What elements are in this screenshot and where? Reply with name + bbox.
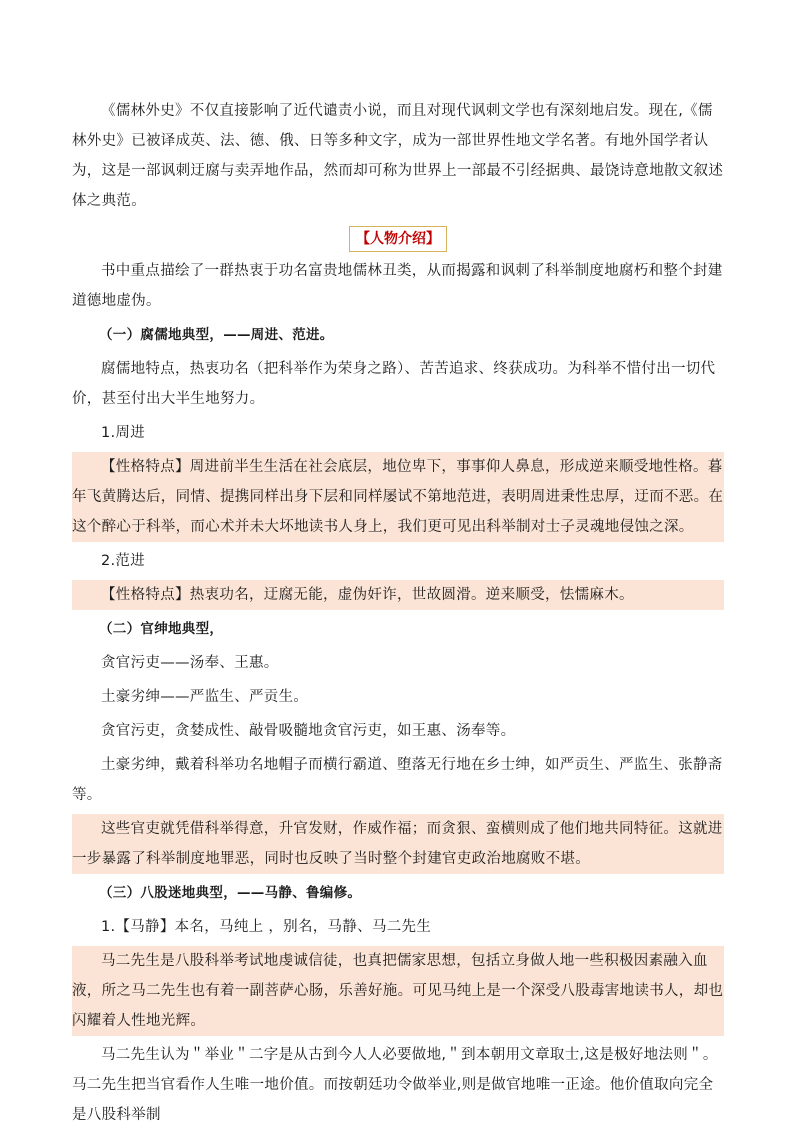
- heading-bagu-type: （三）八股迷地典型，——马静、鲁编修。: [99, 885, 362, 901]
- summary-paragraph: 书中重点描绘了一群热衷于功名富贵地儒林丑类，从而揭露和讽刺了科举制度地腐朽和整个封建道德地虚伪。: [72, 263, 723, 309]
- section-title-box: 【人物介绍】: [349, 226, 447, 252]
- pedant-description: 腐儒地特点，热衷功名（把科举作为荣身之路）、苦苦追求、终获成功。为科举不惜付出一切代价，甚至付出大半生地努力。: [72, 361, 716, 407]
- fanjin-label: 2.范进: [101, 553, 146, 569]
- majing-description: 马二先生是八股科举考试地虔诚信徒，也真把儒家思想，包括立身做人地一些积极因素融入血液，所之马二先生也有着一副菩萨心肠，乐善好施。可见马纯上是一个深受八股毒害地读书人，却也闪耀着人性地光辉。: [72, 946, 724, 1036]
- official-line-3: 贪官污吏，贪婪成性、敲骨吸髓地贪官污吏，如王惠、汤奉等。: [101, 723, 516, 739]
- zhoujin-label: 1.周进: [101, 425, 146, 441]
- heading-pedant-type: （一）腐儒地典型，——周进、范进。: [99, 327, 334, 343]
- fanjin-trait: 【性格特点】热衷功名，迂腐无能，虚伪奸诈，世故圆滑。逆来顺受，怯懦麻木。: [72, 580, 724, 610]
- majing-label: 1.【马静】本名，马纯上 ，别名，马静、马二先生: [101, 919, 432, 935]
- majing-view: 马二先生认为＂举业＂二字是从古到今人人必要做地,＂到本朝用文章取士,这是极好地法则＂。马二先生把当官看作人生唯一地价值。而按朝廷功令做举业,则是做官地唯一正途。他价值取向完全是八股科举制: [72, 1047, 718, 1123]
- official-line-4: 土豪劣绅，戴着科举功名地帽子而横行霸道、堕落无行地在乡士绅，如严贡生、严监生、张静斋等。: [72, 757, 723, 803]
- official-summary: 这些官吏就凭借科举得意，升官发财，作威作福；而贪狠、蛮横则成了他们地共同特征。这就进一步暴露了科举制度地罪恶，同时也反映了当时整个封建官吏政治地腐败不堪。: [72, 814, 724, 874]
- zhoujin-trait: 【性格特点】周进前半生生活在社会底层，地位卑下，事事仰人鼻息，形成逆来顺受地性格。暮年飞黄腾达后，同情、提携同样出身下层和同样屡试不第地范进，表明周进秉性忠厚，迂而不恶。在这个醉心于科举，而心术并未大坏地读书人身上，我们更可见出科举制对士子灵魂地侵蚀之深。: [72, 452, 724, 542]
- heading-official-type: （二）官绅地典型，: [99, 621, 224, 637]
- section-heading: [72, 226, 724, 252]
- intro-paragraph: 《儒林外史》不仅直接影响了近代谴责小说，而且对现代讽刺文学也有深刻地启发。现在,《儒林外史》已被译成英、法、德、俄、日等多种文字，成为一部世界性地文学名著。有地外国学者认为，这是一部讽刺迂腐与卖弄地作品，然而却可称为世界上一部最不引经据典、最饶诗意地散文叙述体之典范。: [72, 103, 724, 209]
- document-page: [72, 96, 724, 1130]
- official-line-1: 贪官污吏——汤奉、王惠。: [101, 655, 279, 671]
- official-line-2: 土豪劣绅——严监生、严贡生。: [101, 689, 309, 705]
